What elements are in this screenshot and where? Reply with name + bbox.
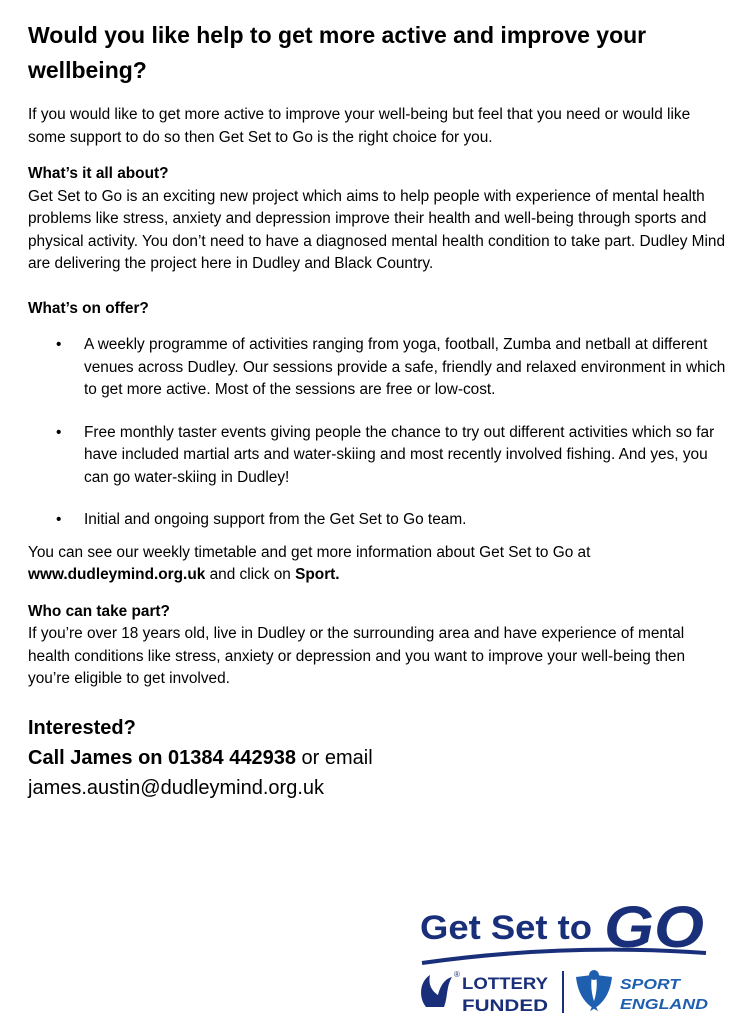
contact-call-line — [28, 743, 728, 773]
timetable-text-middle: and click on — [205, 566, 296, 583]
eligibility-section — [28, 601, 728, 691]
eligibility-heading: Who can take part? — [28, 602, 170, 620]
contact-email[interactable]: james.austin@dudleymind.org.uk — [28, 776, 325, 799]
list-item — [56, 509, 728, 532]
sport-line-2: ENGLAND — [620, 996, 709, 1013]
bullet-icon: • — [56, 336, 62, 353]
sport-link[interactable]: Sport. — [295, 566, 340, 583]
logo-get-set-to: Get Set to — [420, 909, 592, 947]
funding-logos — [414, 967, 714, 1017]
offer-section — [28, 298, 728, 532]
intro-paragraph: If you would like to get more active to improve your well-being but feel that you need or would like some support to do so then Get Set to Go is the right choice for you. — [28, 106, 691, 146]
list-item-text: A weekly programme of activities ranging from yoga, football, Zumba and netball at different venues across Dudley. Our sessions provide a safe, friendly and relaxed environment in which to get more active. Most of the sessions are free or low-cost. — [84, 336, 726, 398]
contact-section — [28, 713, 728, 803]
lottery-registered-mark: ® — [454, 970, 460, 979]
website-link[interactable]: www.dudleymind.org.uk — [28, 566, 206, 583]
list-item — [56, 334, 728, 402]
lottery-hands-icon — [421, 975, 452, 1007]
contact-phone[interactable]: Call James on 01384 442938 — [28, 746, 296, 769]
bullet-icon: • — [56, 511, 62, 528]
eligibility-body: If you’re over 18 years old, live in Dudley or the surrounding area and have experience of mental health conditions like stress, anxiety or depression and you want to improve your well-being then you’re eligible to get involved. — [28, 625, 686, 687]
page-title: Would you like help to get more active and improve your wellbeing? — [28, 22, 647, 83]
contact-or-email: or email — [295, 746, 373, 769]
lottery-line-2: FUNDED — [462, 996, 548, 1015]
about-section — [28, 163, 728, 276]
about-heading: What’s it all about? — [28, 165, 169, 182]
offer-heading: What’s on offer? — [28, 299, 149, 317]
contact-heading: Interested? — [28, 716, 136, 739]
logo-divider — [562, 971, 564, 1013]
document-page — [28, 18, 728, 803]
offer-list — [28, 334, 728, 532]
logo-go: GO — [604, 895, 704, 960]
about-body: Get Set to Go is an exciting new project which aims to help people with experience of mental health problems like stress, anxiety and depression improve their health and well-being through sports and physical activity. You don’t need to have a diagnosed mental health condition to take part. Dudley Mind are delivering the project here in Dudley and Black Country. — [28, 187, 726, 272]
get-set-to-go-logo — [414, 887, 714, 967]
sport-england-icon — [576, 970, 612, 1011]
logos-area — [414, 887, 714, 1017]
timetable-paragraph — [28, 542, 728, 587]
bullet-icon: • — [56, 423, 62, 441]
lottery-line-1: LOTTERY — [462, 974, 549, 993]
list-item — [56, 422, 728, 490]
timetable-text: You can see our weekly timetable and get more information about Get Set to Go at — [28, 543, 591, 561]
list-item-text: Free monthly taster events giving people the chance to try out different activities which so far have included martial arts and water-skiing and most recently involved fishing. And yes, you can go water-skiing in Dudley! — [84, 423, 715, 486]
sport-line-1: SPORT — [620, 976, 683, 993]
list-item-text: Initial and ongoing support from the Get Set to Go team. — [84, 511, 467, 528]
